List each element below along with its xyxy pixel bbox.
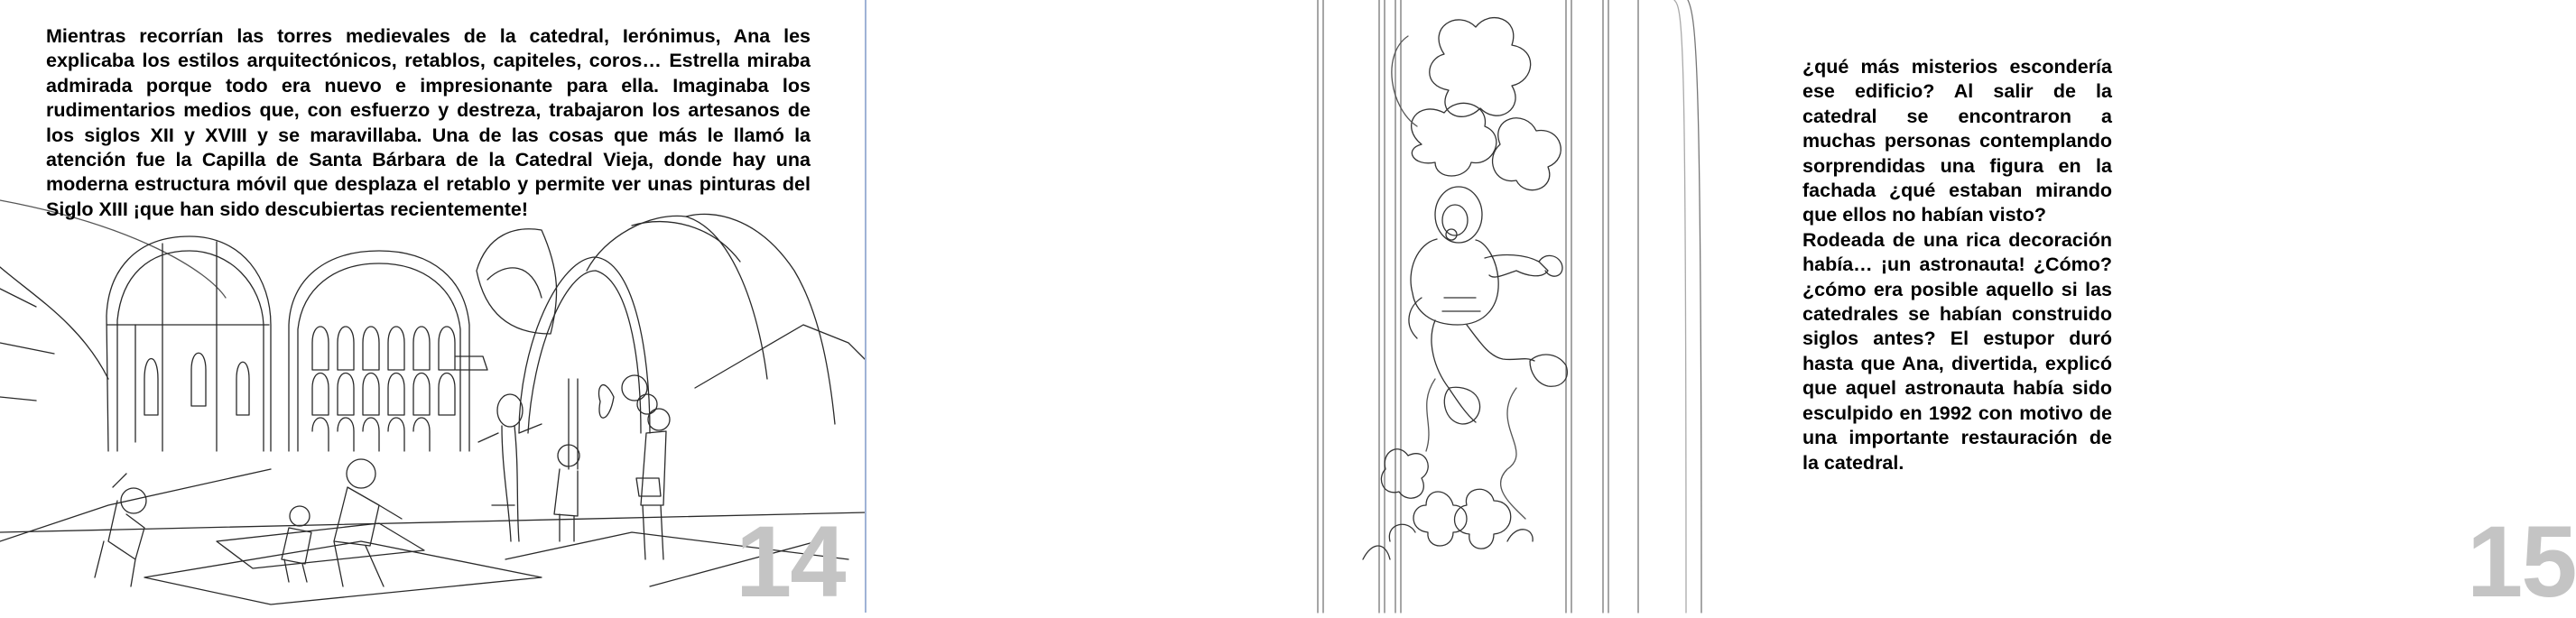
page-number-left: 14 [736,505,845,618]
astronaut-facade-illustration [1300,0,1733,613]
story-text-right: ¿qué más misterios escondería ese edificio? Al salir de la catedral se encontraron a muchas personas contemplando sorprendidas una figura en la fachada ¿qué estaban mirando que ellos no habían visto? Rodeada de una rica decoración había… ¡un astronauta! ¿Cómo? ¿cómo era posible aquello si las catedrales se habían construido siglos antes? El estupor duró hasta que Ana, divertida, explicó que aquel astronauta había sido esculpido en 1992 con motivo de una importante restauración de la catedral. [1802,56,2112,474]
page-number-right: 15 [2467,505,2576,618]
left-page [0,0,866,618]
story-text-left: Mientras recorrían las torres medievales de la catedral, Ierónimus, Ana les explicaba los estilos arquitectónicos, retablos, capiteles, coros… Estrella miraba admirada porque todo era nuevo e impresionante para ella. Imaginaba los rudimentarios medios que, con esfuerzo y destreza, trabajaron los artesanos de los siglos XII y XVIII y se maravillaba. Una de las cosas que más le llamó la atención fue la Capilla de Santa Bárbara de la Catedral Vieja, donde hay una moderna estructura móvil que desplaza el retablo y permite ver unas pinturas del Siglo XIII ¡que han sido descubiertas recientemente! [46,25,811,220]
